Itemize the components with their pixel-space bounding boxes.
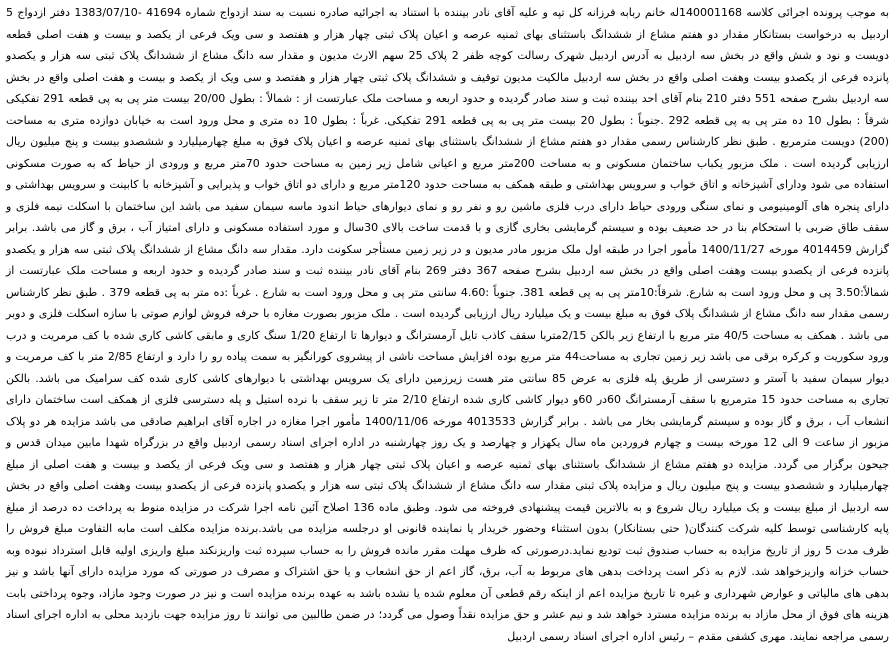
auction-notice-text: به موجب پرونده اجرائی کلاسه 140001168له خانم ربابه فرزانه کل تپه و علیه آقای نادر بیننده با استناد به اجرائیه صادره نسبت به سند ازدواج شماره 41694 -1383/07/10 دفتر ازدواج 5 اردبیل به درخواست بستانکار مقدار دو هفتم مشاع از ششدانگ باستثنای بهای ثمنیه عرصه و اعیان پلاک ثبتی چهار هزار و هفتصد و سی ویک فرعی از یکصد و بیست و هفت اصلی قطعه دویست و نود و شش واقع در بخش سه اردبیل به آدرس اردبیل شهرک رسالت کوچه ظفر 2 پلاک 25 سهم الارث مدیون و مقدار سه دانگ مشاع از ششدانگ پلاک ثبتی سه هزار و یکصدو پانزده فرعی از یکصدو بیست وهفت اصلی واقع در بخش سه اردبیل مالکیت مدیون توقیف و ششدانگ پلاک ثبتی چهار هزار و هفتصد و سی ویک از یکصد و بیست و هفت اصلی واقع در بخش سه اردبیل بشرح صفحه 551 دفتر 210 بنام آقای احد بیننده ثبت و سند صادر گردیده و حدود اربعه و مساحت ملک عبارتست از : شمالاً : بطول 20/00 بیست متر پی به پی قطعه 291 تفکیکی شرقاً : بطول 10 ده متر پی به پی قطعه 292 .جنوباً : بطول 20 بیست متر پی به پی قطعه 291 تفکیکی. غرباً : بطول 10 ده متری و محل ورود است به خیابان دوازده متری به مساحت (200) دویست مترمربع . طبق نظر کارشناس رسمی مقدار دو هفتم مشاع از ششدانگ باستثنای بهای ثمنیه عرصه و اعیان پلاک فوق به مبلغ چهارمیلیارد و ششصدو بیست و پنج میلیون ریال ارزیابی گردیده است . ملک مزبور یکباب ساختمان مسکونی و به مساحت 200متر مربع و اعیانی شامل زیر زمین به مساحت حدود 70متر مربع و ورودی از حیاط که به صورت مسکونی استفاده می شود ودارای آشپزخانه و اتاق خواب و سرویس بهداشتی و طبقه همکف به مساحت حدود 120متر مربع و دارای دو اتاق خواب و پذیرایی و آشپزخانه با کابینت و سرویس بهداشتی و دارای پنجره های آلومینیومی و نمای سنگی ورودی حیاط دارای درب فلزی ماشین رو و نفر رو و نمای دیوارهای حیاط اندود ماسه سیمان سفید می باشد این ساختمان با اسکلت نیمه فلزی و سقف طاق ضربی با استحکام بنا در حد ضعیف بوده و سیستم گرمایشی بخاری گازی و با قدمت ساخت بالای 30سال و مورد استفاده مسکونی و دارای امتیاز آب ، برق و گاز می باشد. برابر گزارش 4014459 مورخه 1400/11/27 مأمور اجرا در طبقه اول ملک مزبور مادر مدیون و در زیر زمین مستأجر سکونت دارد. مقدار سه دانگ مشاع از ششدانگ پلاک ثبتی سه هزار و یکصدو پانزده فرعی از یکصدو بیست وهفت اصلی واقع در بخش سه اردبیل بشرح صفحه 367 دفتر 269 بنام آقای نادر بیننده ثبت و سند صادر گردیده و حدود اربعه و مساحت ملک عبارتست از شمالاً:3.50 پی و محل ورود است به شارع. شرقاً:10متر پی به پی قطعه 381. جنوباً :4.60 سانتی متر پی و محل ورود است به شارع . غرباً :ده متر به پی قطعه 379 . طبق نظر کارشناس رسمی مقدار سه دانگ مشاع از ششدانگ پلاک فوق به مبلغ بیست و یک میلیارد ریال ارزیابی گردیده است . ملک مزبور بصورت مغازه با حرفه فروش لوازم صوتی با سازه اسکلت فلزی و دوبر می باشد . همکف به مساحت 40/5 متر مربع با ارتفاع زیر بالکن 2/15متربا سقف کاذب تایل آرمسترانگ و دیوارها تا ارتفاع 1/20 سنگ کاری و مابقی کاشی کاری شده با کف مرمریت و درب ورود سکوریت و کرکره برقی می باشد زیر زمین تجاری به مساحت44 متر مربع بوده افزایش مساحت ناشی از پیشروی کورانگیز به سمت پیاده رو را دارد و ارتفاع 2/85 متر با کف مرمریت و دیوار سیمان سفید با آستر و دسترسی از طریق پله فلزی به عرض 85 سانتی متر هست زیرزمین دارای یک سرویس بهداشتی با دیوارهای کاشی کاری شده کف سرامیک می باشد. بالکن تجاری به مساحت حدود 15 مترمربع با سقف آرمسترانگ 60در 60و دیوار کاشی کاری شده ارتفاع 2/10 متر تا زیر سقف با نرده استیل و پله دسترسی فلزی از همکف است ساختمان دارای انشعاب آب ، برق و گاز بوده و سیستم گرمایشی بخار می باشد . برابر گزارش 4013533 مورخه 1400/11/06 مأمور اجرا مغازه در اجاره آقای ابراهیم صادقی می باشد مزایده هر دو پلاک مزبور از ساعت 9 الی 12 مورخه بیست و چهارم فروردین ماه سال یکهزار و چهارصد و یک روز چهارشنبه در اداره اجرای اسناد رسمی اردبیل واقع در بزرگراه شهدا مابین میدان قدس و جیحون برگزار می گردد. مزایده دو هفتم مشاع از ششدانگ باستثنای بهای ثمنیه عرصه و اعیان پلاک ثبتی چهار هزار و هفتصد و سی ویک فرعی از یکصد و بیست و هفت اصلی از مبلغ چهارمیلیارد و ششصدو بیست و پنج میلیون ریال و مزایده پلاک ثبتی مقدار سه دانگ مشاع از ششدانگ پلاک ثبتی سه هزار و یکصدو پانزده فرعی از یکصدو بیست وهفت اصلی واقع در بخش سه اردبیل از مبلغ بیست و یک میلیارد ریال شروع و به بالاترین قیمت پیشنهادی فروخته می شود. وطبق ماده 136 اصلاح آئین نامه اجرا شرکت در مزایده منوط به پرداخت ده درصد از مبلغ پایه کارشناسی توسط کلیه شرکت کنندگان( حتی بستانکار) بدون استثناء وحضور خریدار یا نماینده قانونی او درجلسه مزایده می باشد.برنده مزایده مکلف است مابه التفاوت مبلغ فروش را ظرف مدت 5 روز از تاریخ مزایده به حساب صندوق ثبت تودیع نماید.درصورتی که ظرف مهلت مقرر مانده فروش را به حساب سپرده ثبت واریزنکند مبلغ واریزی اولیه قابل استرداد نبوده وبه حساب خزانه واریزخواهد شد. لازم به ذکر است پرداخت بدهی های مربوط به آب، برق، گاز اعم از حق انشعاب و یا حق اشتراک و مصرف در صورتی که مورد مزایده دارای آنها باشد و نیز بدهی های مالیاتی و عوارض شهرداری و غیره تا تاریخ مزایده اعم از اینکه رقم قطعی آن معلوم شده یا نشده باشد به عهده برنده مزایده است و نیز در صورت وجود مازاد، وجوه پرداختی بابت هزینه های فوق از محل مازاد به برنده مزایده مسترد خواهد شد و نیم عشر و حق مزایده نقداً وصول می گردد؛ در ضمن طالبین می توانند تا روز مزایده جهت بازدید محلی به اداره اجرای اسناد رسمی مراجعه نمایند. مهری کشفی مقدم – رئیس اداره اجرای اسناد رسمی اردبیل bbox=[6, 6, 890, 643]
